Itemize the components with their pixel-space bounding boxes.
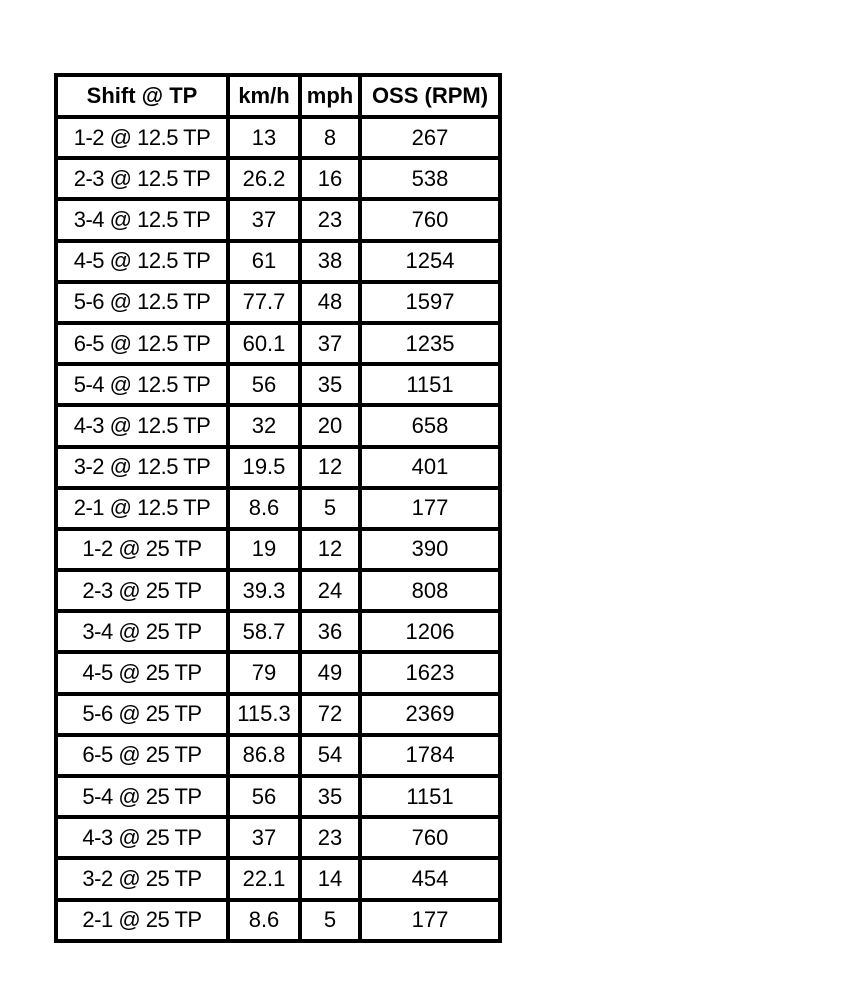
- cell-oss: 454: [360, 858, 500, 899]
- cell-kmh: 22.1: [228, 858, 300, 899]
- cell-kmh: 56: [228, 776, 300, 817]
- table-row: [56, 282, 500, 323]
- cell-mph: 5: [300, 900, 360, 941]
- cell-shift: 3-2 @ 25 TP: [56, 858, 228, 899]
- cell-shift: 1-2 @ 25 TP: [56, 529, 228, 570]
- cell-mph: 49: [300, 652, 360, 693]
- cell-kmh: 60.1: [228, 323, 300, 364]
- cell-oss: 1151: [360, 364, 500, 405]
- cell-kmh: 56: [228, 364, 300, 405]
- cell-oss: 267: [360, 117, 500, 158]
- cell-kmh: 79: [228, 652, 300, 693]
- cell-oss: 390: [360, 529, 500, 570]
- cell-shift: 5-6 @ 25 TP: [56, 694, 228, 735]
- cell-kmh: 8.6: [228, 488, 300, 529]
- cell-shift: 6-5 @ 25 TP: [56, 735, 228, 776]
- table-row: [56, 611, 500, 652]
- table-row: [56, 447, 500, 488]
- table-row: [56, 199, 500, 240]
- header-mph: mph: [300, 75, 360, 117]
- cell-oss: 1235: [360, 323, 500, 364]
- table-row: [56, 323, 500, 364]
- cell-oss: 177: [360, 900, 500, 941]
- table-row: [56, 158, 500, 199]
- header-shift: Shift @ TP: [56, 75, 228, 117]
- cell-shift: 4-3 @ 12.5 TP: [56, 405, 228, 446]
- cell-shift: 1-2 @ 12.5 TP: [56, 117, 228, 158]
- cell-mph: 36: [300, 611, 360, 652]
- cell-mph: 5: [300, 488, 360, 529]
- cell-mph: 72: [300, 694, 360, 735]
- cell-oss: 1784: [360, 735, 500, 776]
- cell-kmh: 32: [228, 405, 300, 446]
- cell-kmh: 19: [228, 529, 300, 570]
- table-row: [56, 529, 500, 570]
- cell-shift: 4-3 @ 25 TP: [56, 817, 228, 858]
- cell-shift: 5-4 @ 25 TP: [56, 776, 228, 817]
- cell-mph: 48: [300, 282, 360, 323]
- cell-shift: 4-5 @ 12.5 TP: [56, 241, 228, 282]
- cell-shift: 3-4 @ 25 TP: [56, 611, 228, 652]
- cell-kmh: 37: [228, 817, 300, 858]
- cell-mph: 12: [300, 447, 360, 488]
- cell-mph: 14: [300, 858, 360, 899]
- cell-kmh: 19.5: [228, 447, 300, 488]
- cell-mph: 35: [300, 776, 360, 817]
- table-row: [56, 405, 500, 446]
- table-row: [56, 117, 500, 158]
- cell-shift: 2-1 @ 12.5 TP: [56, 488, 228, 529]
- cell-oss: 808: [360, 570, 500, 611]
- cell-kmh: 58.7: [228, 611, 300, 652]
- cell-mph: 35: [300, 364, 360, 405]
- header-row: [56, 75, 500, 117]
- cell-kmh: 77.7: [228, 282, 300, 323]
- table-row: [56, 735, 500, 776]
- cell-oss: 1597: [360, 282, 500, 323]
- cell-shift: 2-3 @ 12.5 TP: [56, 158, 228, 199]
- cell-shift: 2-1 @ 25 TP: [56, 900, 228, 941]
- table-row: [56, 817, 500, 858]
- table-row: [56, 488, 500, 529]
- cell-mph: 23: [300, 199, 360, 240]
- cell-kmh: 61: [228, 241, 300, 282]
- header-kmh: km/h: [228, 75, 300, 117]
- table-row: [56, 900, 500, 941]
- cell-shift: 5-6 @ 12.5 TP: [56, 282, 228, 323]
- table-row: [56, 694, 500, 735]
- table-row: [56, 570, 500, 611]
- cell-mph: 24: [300, 570, 360, 611]
- cell-shift: 6-5 @ 12.5 TP: [56, 323, 228, 364]
- cell-mph: 20: [300, 405, 360, 446]
- cell-mph: 12: [300, 529, 360, 570]
- cell-kmh: 26.2: [228, 158, 300, 199]
- cell-oss: 177: [360, 488, 500, 529]
- cell-mph: 38: [300, 241, 360, 282]
- cell-shift: 3-4 @ 12.5 TP: [56, 199, 228, 240]
- cell-mph: 16: [300, 158, 360, 199]
- cell-shift: 3-2 @ 12.5 TP: [56, 447, 228, 488]
- table-row: [56, 364, 500, 405]
- cell-mph: 8: [300, 117, 360, 158]
- cell-oss: 760: [360, 199, 500, 240]
- cell-mph: 54: [300, 735, 360, 776]
- table-row: [56, 776, 500, 817]
- cell-kmh: 8.6: [228, 900, 300, 941]
- cell-oss: 760: [360, 817, 500, 858]
- cell-mph: 23: [300, 817, 360, 858]
- cell-kmh: 39.3: [228, 570, 300, 611]
- table-row: [56, 652, 500, 693]
- cell-oss: 1151: [360, 776, 500, 817]
- cell-shift: 2-3 @ 25 TP: [56, 570, 228, 611]
- cell-oss: 658: [360, 405, 500, 446]
- table-row: [56, 858, 500, 899]
- cell-oss: 1623: [360, 652, 500, 693]
- shift-speed-table: [54, 73, 502, 943]
- cell-kmh: 86.8: [228, 735, 300, 776]
- cell-kmh: 13: [228, 117, 300, 158]
- cell-oss: 1254: [360, 241, 500, 282]
- cell-oss: 1206: [360, 611, 500, 652]
- cell-shift: 5-4 @ 12.5 TP: [56, 364, 228, 405]
- cell-mph: 37: [300, 323, 360, 364]
- cell-oss: 538: [360, 158, 500, 199]
- table-row: [56, 241, 500, 282]
- header-oss: OSS (RPM): [360, 75, 500, 117]
- table-body: [56, 117, 500, 941]
- cell-oss: 401: [360, 447, 500, 488]
- cell-kmh: 115.3: [228, 694, 300, 735]
- cell-oss: 2369: [360, 694, 500, 735]
- cell-kmh: 37: [228, 199, 300, 240]
- cell-shift: 4-5 @ 25 TP: [56, 652, 228, 693]
